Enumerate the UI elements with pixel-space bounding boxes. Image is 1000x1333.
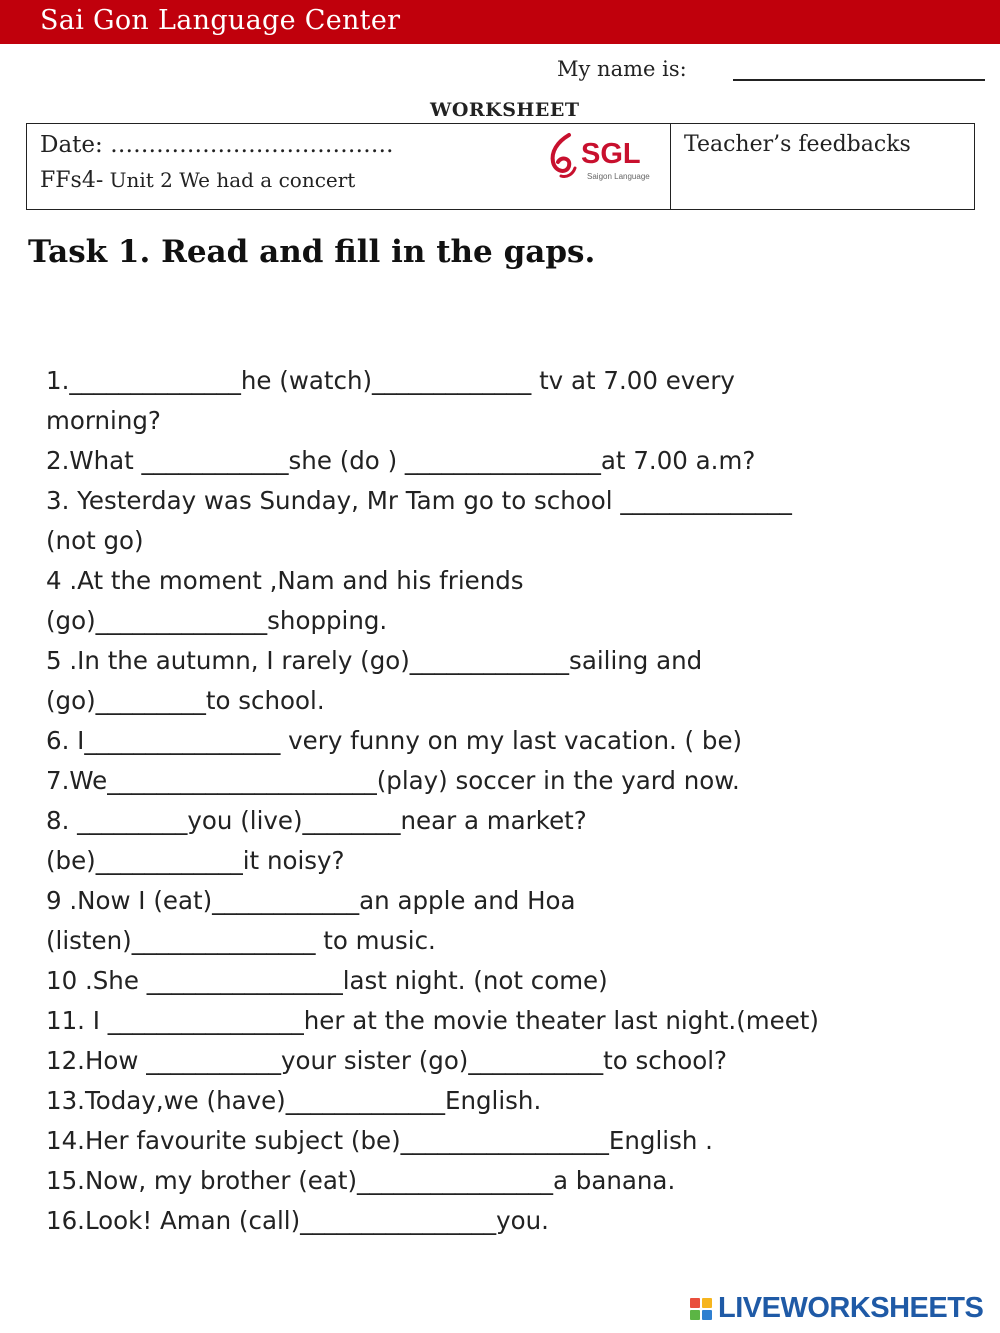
unit-code: FFs4- [40,168,104,193]
worksheet-title: WORKSHEET [430,99,580,121]
exercise-line: (be)____________it noisy? [46,846,345,875]
exercise-line: 10 .She ________________last night. (not come) [46,966,608,995]
exercise-line: 16.Look! Aman (call)________________you. [46,1206,549,1235]
liveworksheets-icon [690,1298,714,1322]
unit-name: Unit 2 We had a concert [103,168,356,192]
exercise-line: 12.How ___________your sister (go)___________to school? [46,1046,728,1075]
sgl-logo [547,132,657,184]
exercise-line: 9 .Now I (eat)____________an apple and Hoa [46,886,576,915]
exercise-list [46,361,976,1241]
exercise-line: (go)_________to school. [46,686,325,715]
name-field[interactable] [733,79,985,81]
info-divider [670,124,671,209]
exercise-line: 8. _________you (live)________near a market? [46,806,587,835]
logo-subtext: Saigon Language [587,172,650,181]
task-title: Task 1. Read and fill in the gaps. [28,234,596,270]
exercise-line: morning? [46,406,161,435]
unit-line [40,168,355,193]
exercise-line: (go)______________shopping. [46,606,388,635]
name-label: My name is: [557,57,687,81]
exercise-line: 15.Now, my brother (eat)________________a banana. [46,1166,676,1195]
exercise-line: 6. I________________ very funny on my last vacation. ( be) [46,726,743,755]
liveworksheets-brand: LIVEWORKSHEETS [718,1292,984,1324]
exercise-line: 3. Yesterday was Sunday, Mr Tam go to school ______________ [46,486,792,515]
exercise-line: 4 .At the moment ,Nam and his friends [46,566,524,595]
exercise-line: (not go) [46,526,144,555]
header-banner [0,0,1000,44]
logo-text: SGL [581,138,641,170]
exercise-line: 1.______________he (watch)_____________ tv at 7.00 every [46,366,735,395]
exercise-line: 5 .In the autumn, I rarely (go)_____________sailing and [46,646,703,675]
banner-title: Sai Gon Language Center [40,5,401,36]
exercise-line: (listen)_______________ to music. [46,926,436,955]
exercise-line: 2.What ____________she (do ) ________________at 7.00 a.m? [46,446,756,475]
info-box [26,123,975,210]
sgl-swirl-icon [547,132,581,182]
feedback-label: Teacher’s feedbacks [684,132,911,157]
exercise-line: 14.Her favourite subject (be)_________________English . [46,1126,713,1155]
exercise-line: 11. I ________________her at the movie theater last night.(meet) [46,1006,819,1035]
date-field[interactable]: Date: ………………………………. [40,132,394,158]
exercise-line: 13.Today,we (have)_____________English. [46,1086,542,1115]
exercise-line: 7.We______________________(play) soccer in the yard now. [46,766,740,795]
